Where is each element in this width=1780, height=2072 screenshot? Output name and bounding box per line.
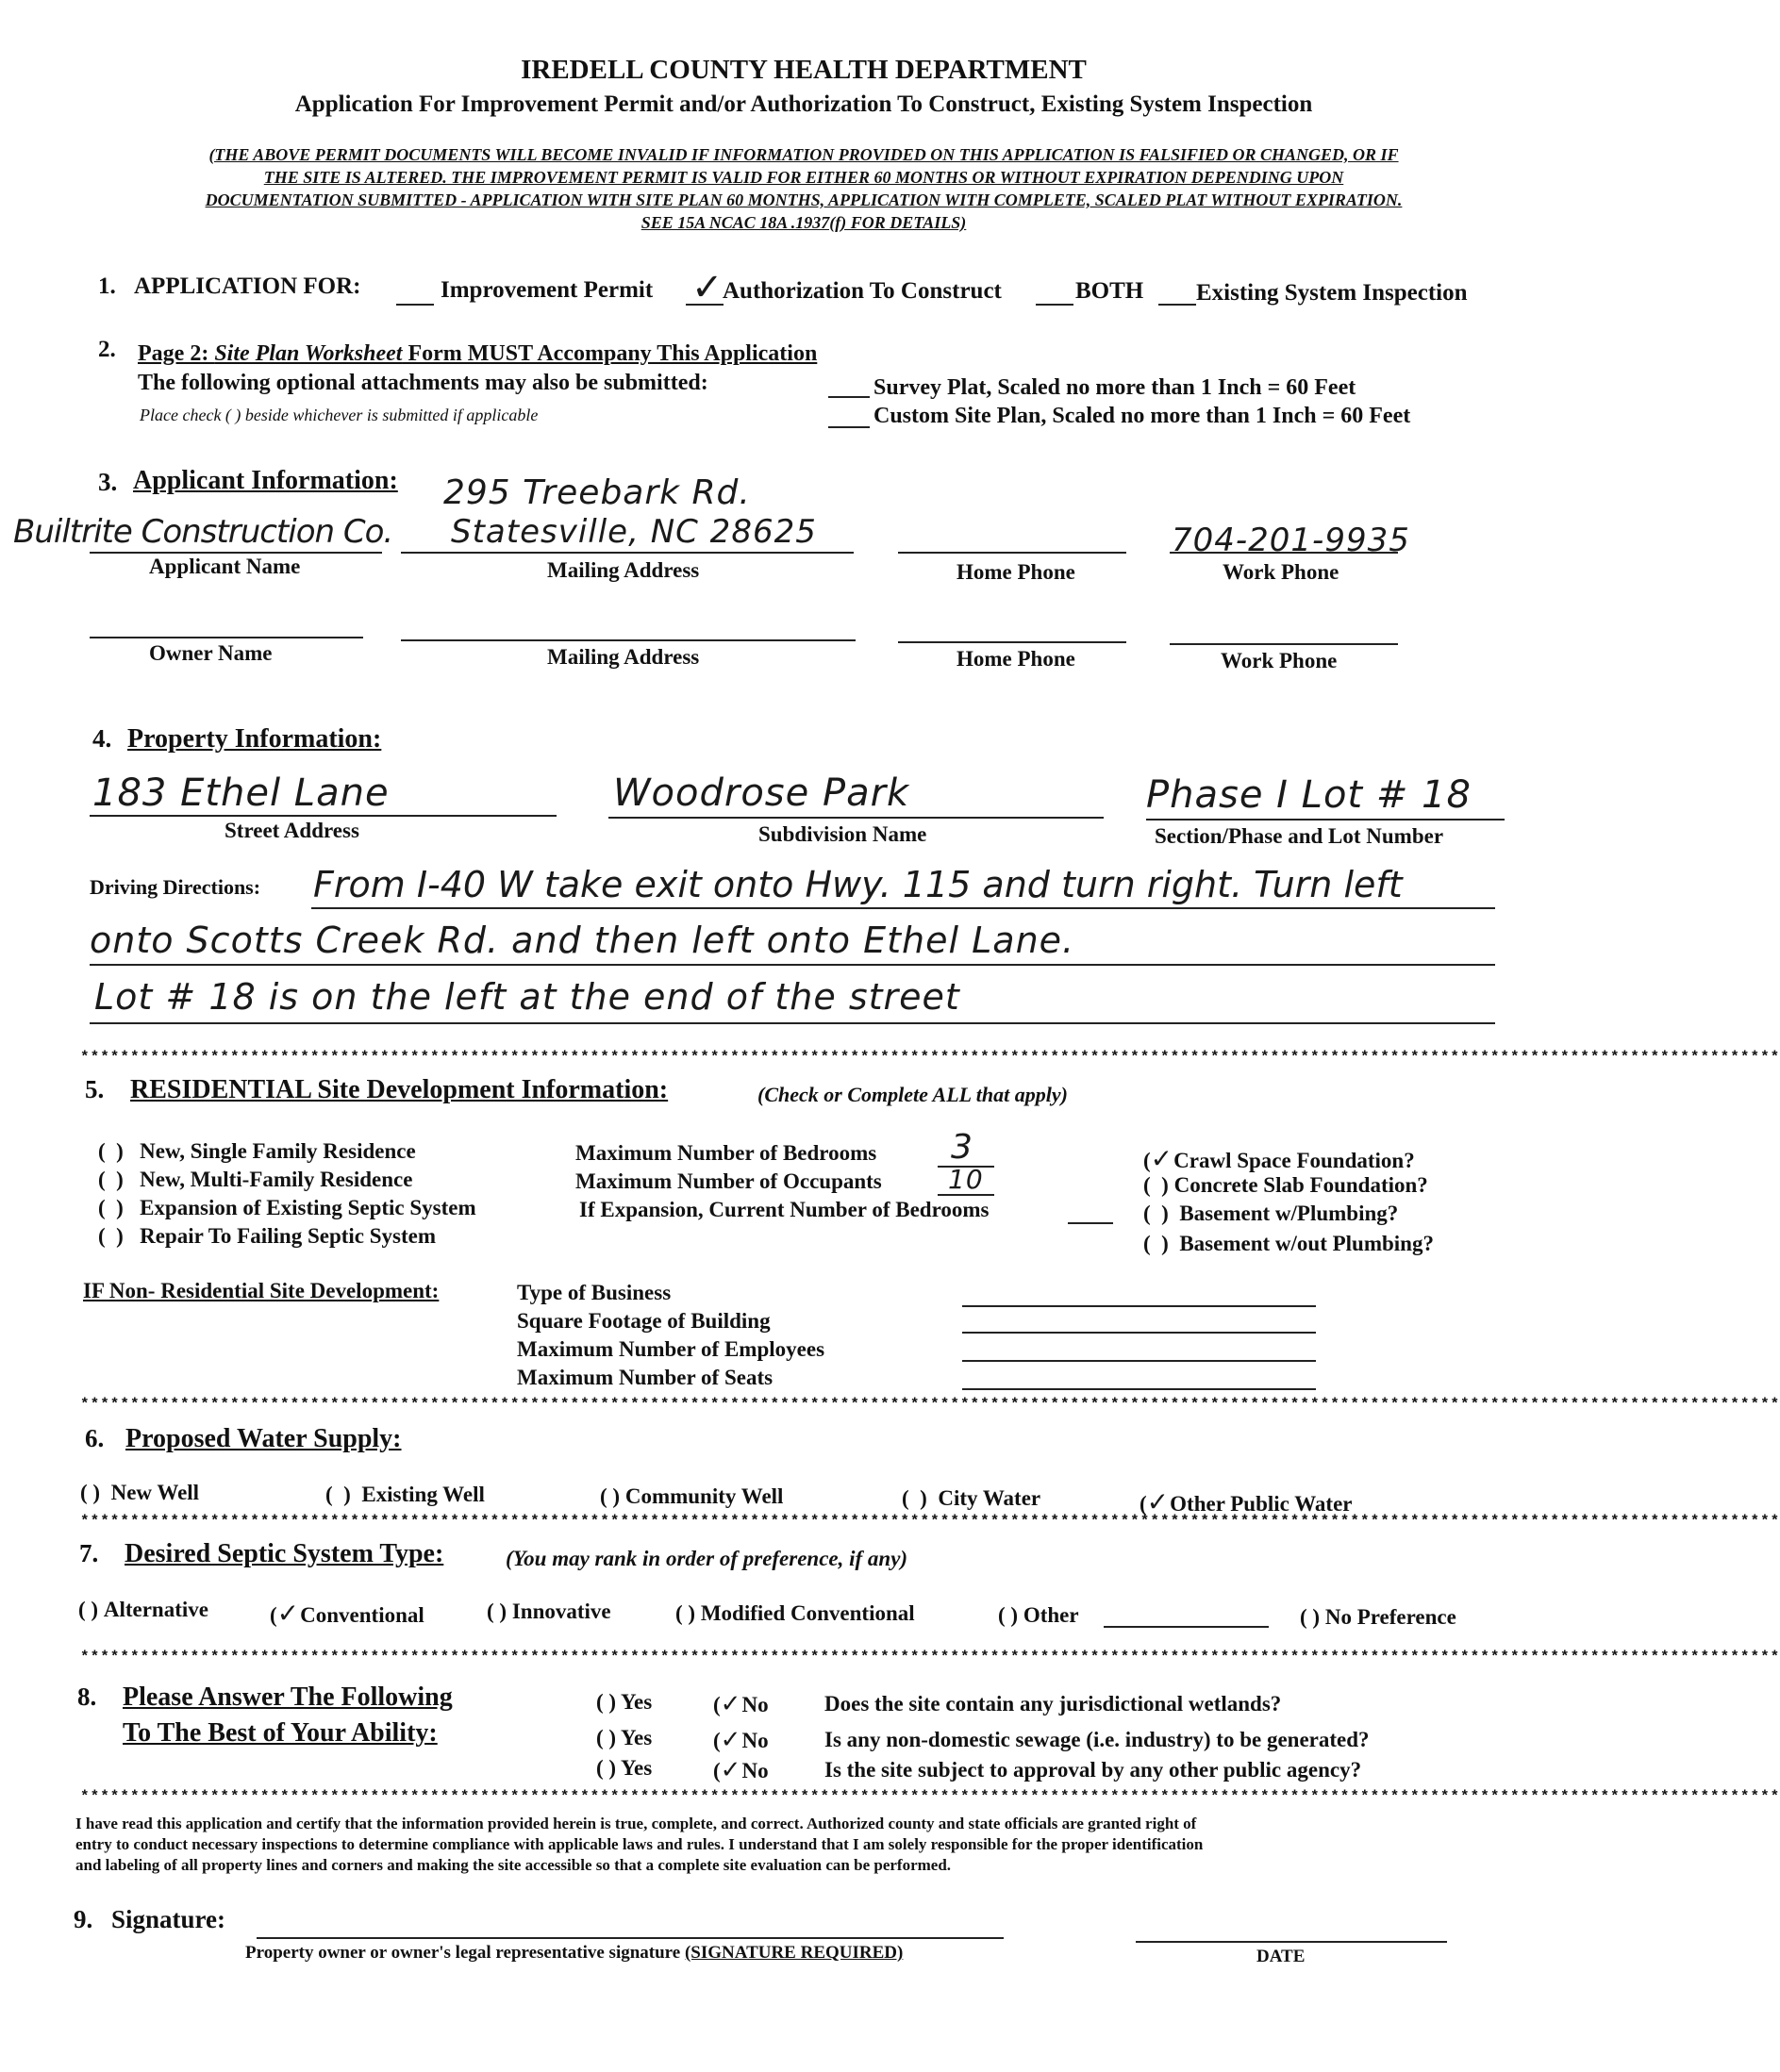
certification-line-3: and labeling of all property lines and corners and making the site accessible so that a complete site evaluation can be performed. [75, 1856, 952, 1874]
separator-stars-1: ************************************************************************************************************************************************************************** [80, 1049, 1780, 1066]
owner-mailing-address-label: Mailing Address [547, 645, 700, 669]
lot-number-line[interactable] [1146, 819, 1505, 821]
q1-yes-label: Yes [620, 1690, 653, 1714]
section-9-number: 9. [74, 1905, 93, 1933]
q3-no[interactable]: (✓No [713, 1756, 769, 1784]
max-occupants-line[interactable] [938, 1194, 994, 1196]
res-type-2-label: New, Multi-Family Residence [140, 1168, 413, 1191]
section-4-number: 4. [92, 724, 112, 753]
foundation-3[interactable]: ( ) Basement w/Plumbing? [1143, 1202, 1399, 1225]
directions-line-3-rule[interactable] [90, 1022, 1495, 1024]
custom-site-plan-option: Custom Site Plan, Scaled no more than 1 Inch = 60 Feet [873, 404, 1411, 428]
septic-option-2-label: Conventional [300, 1603, 424, 1627]
res-type-3[interactable]: ( ) Expansion of Existing Septic System [98, 1196, 476, 1219]
water-option-1-label: New Well [110, 1481, 200, 1504]
max-occupants-label: Maximum Number of Occupants [575, 1169, 882, 1193]
q2-yes[interactable]: ( ) Yes [596, 1726, 653, 1749]
section-2-number: 2. [98, 337, 116, 362]
septic-option-5[interactable]: ( ) Other [998, 1603, 1079, 1627]
septic-option-3-label: Innovative [511, 1600, 611, 1623]
directions-line-1: From I-40 W take exit onto Hwy. 115 and turn right. Turn left [313, 864, 1403, 905]
septic-type-heading: Desired Septic System Type: [125, 1539, 444, 1568]
notice-line-3: DOCUMENTATION SUBMITTED - APPLICATION WITH SITE PLAN 60 MONTHS, APPLICATION WITH COMPLETE, SCALED PLAT WITHOUT EXPIRATION. [205, 191, 1403, 209]
water-option-4-label: City Water [938, 1486, 1041, 1510]
q2-no[interactable]: (✓No [713, 1726, 769, 1754]
directions-line-3: Lot # 18 is on the left at the end of the street [94, 976, 960, 1018]
septic-option-6[interactable]: ( ) No Preference [1300, 1605, 1456, 1629]
subdivision-line[interactable] [608, 817, 1104, 819]
septic-option-4[interactable]: ( ) Modified Conventional [675, 1601, 915, 1625]
max-bedrooms-label: Maximum Number of Bedrooms [575, 1141, 877, 1165]
septic-option-6-label: No Preference [1324, 1605, 1456, 1629]
owner-work-phone-line[interactable] [1170, 643, 1398, 645]
page2-prefix: Page 2: [138, 341, 215, 366]
directions-line-2: onto Scotts Creek Rd. and then left onto Ethel Lane. [90, 920, 1075, 961]
owner-name-line[interactable] [90, 637, 363, 638]
existing-inspection-blank[interactable] [1158, 304, 1196, 306]
street-address-value: 183 Ethel Lane [92, 771, 390, 815]
water-option-5-check-mark: ✓ [1146, 1486, 1171, 1517]
survey-plat-option: Survey Plat, Scaled no more than 1 Inch = 60 Feet [873, 375, 1356, 400]
certification-line-2: entry to conduct necessary inspections to determine compliance with applicable laws and rules. I understand that I am solely responsible for the proper identification [75, 1835, 1204, 1853]
certification-line-1: I have read this application and certify that the information provided herein is true, complete, and correct. Authorized county and state officials are granted right of [75, 1815, 1197, 1832]
expansion-bedrooms-label: If Expansion, Current Number of Bedrooms [579, 1198, 990, 1221]
optional-attachments-text: The following optional attachments may also be submitted: [138, 371, 708, 395]
septic-option-2[interactable]: (✓Conventional [270, 1598, 424, 1629]
authorization-option: Authorization To Construct [723, 278, 1002, 304]
q1-no-check-mark: ✓ [720, 1690, 742, 1718]
section-5-number: 5. [85, 1075, 105, 1103]
lot-number-label: Section/Phase and Lot Number [1155, 824, 1444, 848]
water-supply-heading: Proposed Water Supply: [125, 1424, 402, 1453]
work-phone-value: 704-201-9935 [1172, 522, 1410, 559]
directions-line-1-rule[interactable] [311, 907, 1495, 909]
q2-no-check-mark: ✓ [720, 1726, 742, 1754]
improvement-permit-blank[interactable] [396, 304, 434, 306]
septic-option-3[interactable]: ( ) Innovative [487, 1600, 611, 1623]
applicant-work-phone-line[interactable] [1170, 552, 1398, 554]
res-type-2[interactable]: ( ) New, Multi-Family Residence [98, 1168, 413, 1191]
res-type-1[interactable]: ( ) New, Single Family Residence [98, 1139, 416, 1163]
foundation-4-label: Basement w/out Plumbing? [1179, 1232, 1434, 1255]
notice-line-2: THE SITE IS ALTERED. THE IMPROVEMENT PERMIT IS VALID FOR EITHER 60 MONTHS OR WITHOUT EXPIRATION DEPENDING UPON [263, 168, 1344, 187]
res-type-3-label: Expansion of Existing Septic System [140, 1196, 476, 1219]
work-phone-label: Work Phone [1223, 560, 1339, 584]
nonres-max-seats: Maximum Number of Seats [517, 1366, 774, 1389]
q3-no-label: No [741, 1759, 769, 1782]
nonres-business-line[interactable] [962, 1305, 1316, 1307]
nonres-seats-line[interactable] [962, 1388, 1316, 1390]
both-blank[interactable] [1036, 304, 1073, 306]
date-label: DATE [1256, 1947, 1306, 1966]
foundation-2[interactable]: ( ) Concrete Slab Foundation? [1143, 1173, 1428, 1197]
mailing-address-label: Mailing Address [547, 558, 700, 582]
signature-caption-text: Property owner or owner's legal representative signature [245, 1943, 685, 1963]
questions-heading-line1: Please Answer The Following [123, 1682, 453, 1712]
place-check-instructions: Place check ( ) beside whichever is submitted if applicable [140, 406, 539, 424]
existing-inspection-option: Existing System Inspection [1196, 280, 1468, 306]
applicant-address-line1: 295 Treebark Rd. [443, 473, 751, 512]
q2-yes-label: Yes [620, 1726, 653, 1749]
septic-option-5-label: Other [1023, 1603, 1079, 1627]
survey-plat-blank[interactable] [828, 396, 870, 398]
directions-line-2-rule[interactable] [90, 964, 1495, 966]
page-subtitle: Application For Improvement Permit and/or Authorization To Construct, Existing System Inspection [294, 91, 1313, 117]
foundation-3-label: Basement w/Plumbing? [1179, 1202, 1399, 1225]
owner-mailing-line[interactable] [401, 639, 856, 641]
applicant-name-label: Applicant Name [149, 555, 301, 578]
applicant-mailing-line[interactable] [401, 552, 854, 554]
nonres-employees-line[interactable] [962, 1360, 1316, 1362]
driving-directions-label: Driving Directions: [90, 875, 261, 899]
applicant-name-line[interactable] [90, 552, 382, 554]
foundation-1-check-mark: ✓ [1150, 1143, 1174, 1174]
max-bedrooms-value: 3 [951, 1128, 973, 1167]
non-residential-label: IF Non- Residential Site Development: [83, 1279, 440, 1302]
max-occupants-value: 10 [948, 1164, 984, 1195]
residential-instructions: (Check or Complete ALL that apply) [757, 1083, 1068, 1106]
water-option-3-label: Community Well [624, 1484, 784, 1508]
questions-heading-line2: To The Best of Your Ability: [123, 1718, 438, 1748]
water-option-5-label: Other Public Water [1170, 1492, 1353, 1516]
section-3-number: 3. [98, 468, 118, 496]
lot-number-value: Phase I Lot # 18 [1146, 773, 1472, 817]
q1-no[interactable]: (✓No [713, 1690, 769, 1718]
authorization-check-mark: ✓ [691, 266, 724, 309]
street-address-line[interactable] [90, 815, 557, 817]
applicant-address-line2: Statesville, NC 28625 [451, 513, 817, 551]
septic-option-1[interactable]: ( ) Alternative [78, 1598, 208, 1621]
nonres-max-employees: Maximum Number of Employees [517, 1337, 825, 1361]
custom-site-plan-blank[interactable] [828, 426, 870, 428]
subdivision-label: Subdivision Name [758, 822, 927, 846]
notice-line-4: SEE 15A NCAC 18A .1937(f) FOR DETAILS) [640, 213, 967, 232]
section-7-number: 7. [79, 1539, 99, 1567]
applicant-info-heading: Applicant Information: [133, 466, 398, 495]
q3-yes[interactable]: ( ) Yes [596, 1756, 653, 1780]
owner-name-label: Owner Name [149, 641, 273, 665]
owner-work-phone-label: Work Phone [1221, 649, 1338, 672]
res-type-4[interactable]: ( ) Repair To Failing Septic System [98, 1224, 437, 1248]
septic-option-4-label: Modified Conventional [700, 1601, 915, 1625]
signature-line[interactable] [257, 1937, 1004, 1939]
expansion-bedrooms-line[interactable] [1068, 1222, 1113, 1224]
owner-home-phone-line[interactable] [898, 641, 1126, 643]
foundation-1-label: Crawl Space Foundation? [1173, 1149, 1415, 1172]
question-3: Is the site subject to approval by any other public agency? [824, 1758, 1362, 1782]
water-option-2[interactable]: ( ) Existing Well [325, 1483, 485, 1506]
site-plan-worksheet: Site Plan Worksheet [214, 341, 403, 366]
septic-type-instructions: (You may rank in order of preference, if any) [506, 1547, 908, 1570]
signature-required: (SIGNATURE REQUIRED) [684, 1943, 904, 1963]
q1-no-label: No [741, 1693, 769, 1716]
res-type-1-label: New, Single Family Residence [140, 1139, 416, 1163]
home-phone-label: Home Phone [957, 560, 1075, 584]
signature-label: Signature: [111, 1905, 226, 1933]
water-option-4[interactable]: ( ) City Water [902, 1486, 1041, 1510]
septic-other-line[interactable] [1104, 1626, 1269, 1628]
page-title: IREDELL COUNTY HEALTH DEPARTMENT [521, 55, 1087, 85]
nonres-type-of-business: Type of Business [517, 1281, 672, 1304]
date-line[interactable] [1136, 1941, 1447, 1943]
water-option-3[interactable]: ( ) Community Well [600, 1484, 784, 1508]
separator-stars-2: ************************************************************************************************************************************************************************** [80, 1396, 1780, 1413]
page2-rest: Form MUST Accompany This Application [402, 341, 818, 366]
res-type-4-label: Repair To Failing Septic System [140, 1224, 437, 1248]
street-address-label: Street Address [225, 819, 359, 842]
site-plan-requirement [138, 341, 817, 367]
residential-heading: RESIDENTIAL Site Development Information: [130, 1075, 669, 1104]
application-for-label: APPLICATION FOR: [134, 274, 361, 299]
foundation-2-label: Concrete Slab Foundation? [1173, 1173, 1428, 1197]
improvement-permit-option: Improvement Permit [441, 277, 654, 303]
q3-no-check-mark: ✓ [720, 1756, 742, 1784]
water-option-1[interactable]: ( ) New Well [80, 1481, 200, 1504]
septic-option-2-check-mark: ✓ [276, 1598, 301, 1629]
separator-stars-3: ************************************************************************************************************************************************************************** [80, 1513, 1780, 1530]
property-info-heading: Property Information: [127, 724, 382, 754]
water-option-5[interactable]: (✓Other Public Water [1140, 1486, 1353, 1517]
question-2: Is any non-domestic sewage (i.e. industry) to be generated? [824, 1728, 1370, 1751]
q1-yes[interactable]: ( ) Yes [596, 1690, 653, 1714]
owner-home-phone-label: Home Phone [957, 647, 1075, 671]
question-1: Does the site contain any jurisdictional wetlands? [824, 1692, 1282, 1716]
separator-stars-4: ************************************************************************************************************************************************************************** [80, 1649, 1780, 1666]
q3-yes-label: Yes [620, 1756, 653, 1780]
foundation-4[interactable]: ( ) Basement w/out Plumbing? [1143, 1232, 1434, 1255]
septic-option-1-label: Alternative [103, 1598, 208, 1621]
both-option: BOTH [1075, 278, 1144, 304]
signature-caption [245, 1943, 903, 1964]
water-option-2-label: Existing Well [361, 1483, 485, 1506]
applicant-name-value: Builtrite Construction Co. [13, 513, 393, 551]
section-8-number: 8. [77, 1682, 97, 1711]
section-1-number: 1. [98, 274, 116, 299]
applicant-home-phone-line[interactable] [898, 552, 1126, 554]
section-6-number: 6. [85, 1424, 105, 1452]
foundation-1[interactable]: (✓Crawl Space Foundation? [1143, 1143, 1415, 1174]
subdivision-value: Woodrose Park [613, 771, 910, 815]
q2-no-label: No [741, 1729, 769, 1752]
nonres-footage-line[interactable] [962, 1332, 1316, 1334]
nonres-square-footage: Square Footage of Building [517, 1309, 771, 1333]
notice-line-1: (THE ABOVE PERMIT DOCUMENTS WILL BECOME INVALID IF INFORMATION PROVIDED ON THIS APPLICATION IS FALSIFIED OR CHANGED, OR IF [208, 145, 1399, 164]
separator-stars-5: ************************************************************************************************************************************************************************** [80, 1788, 1780, 1805]
